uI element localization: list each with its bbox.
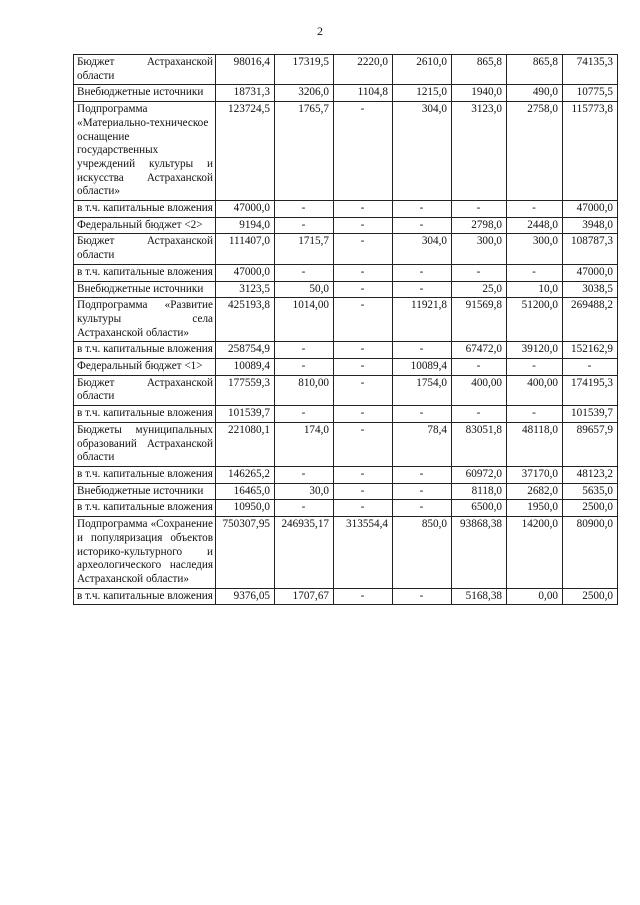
value-cell: 9194,0 xyxy=(216,217,275,234)
table-row xyxy=(74,342,618,359)
value-cell: 246935,17 xyxy=(275,517,334,589)
value-cell: - xyxy=(563,359,618,376)
table-row xyxy=(74,102,618,201)
value-cell: 50,0 xyxy=(275,281,334,298)
value-cell: - xyxy=(393,466,452,483)
value-cell: 2682,0 xyxy=(507,483,563,500)
table-row xyxy=(74,298,618,342)
value-cell: 865,8 xyxy=(507,55,563,85)
value-cell: 221080,1 xyxy=(216,422,275,466)
value-cell: 1765,7 xyxy=(275,102,334,201)
value-cell: - xyxy=(334,422,393,466)
value-cell: 174195,3 xyxy=(563,375,618,405)
value-cell: 3206,0 xyxy=(275,85,334,102)
value-cell: - xyxy=(334,217,393,234)
value-cell: 2220,0 xyxy=(334,55,393,85)
value-cell: 47000,0 xyxy=(563,264,618,281)
value-cell: - xyxy=(507,359,563,376)
row-label-cell: в т.ч. капитальные вложения xyxy=(74,406,216,423)
table-row xyxy=(74,517,618,589)
value-cell: - xyxy=(275,500,334,517)
value-cell: - xyxy=(334,234,393,264)
value-cell: 2798,0 xyxy=(452,217,507,234)
value-cell: - xyxy=(507,264,563,281)
value-cell: 2610,0 xyxy=(393,55,452,85)
row-label-cell: в т.ч. капитальные вложения xyxy=(74,342,216,359)
value-cell: 0,00 xyxy=(507,588,563,605)
value-cell: - xyxy=(334,102,393,201)
table-row xyxy=(74,422,618,466)
value-cell: - xyxy=(393,406,452,423)
value-cell: - xyxy=(452,264,507,281)
row-label-cell: Подпрограмма «Материально-техническое оснащение государственных учреждений культуры и искусства Астраханской области» xyxy=(74,102,216,201)
value-cell: 30,0 xyxy=(275,483,334,500)
row-label-cell: Подпрограмма «Развитие культуры села Астраханской области» xyxy=(74,298,216,342)
table-row xyxy=(74,217,618,234)
value-cell: 865,8 xyxy=(452,55,507,85)
value-cell: - xyxy=(334,281,393,298)
value-cell: 10089,4 xyxy=(393,359,452,376)
value-cell: 1715,7 xyxy=(275,234,334,264)
row-label-cell: в т.ч. капитальные вложения xyxy=(74,201,216,218)
value-cell: 2500,0 xyxy=(563,588,618,605)
value-cell: 115773,8 xyxy=(563,102,618,201)
row-label-cell: Внебюджетные источники xyxy=(74,85,216,102)
value-cell: 850,0 xyxy=(393,517,452,589)
value-cell: - xyxy=(393,217,452,234)
row-label-cell: Федеральный бюджет <1> xyxy=(74,359,216,376)
row-label-cell: в т.ч. капитальные вложения xyxy=(74,588,216,605)
value-cell: 51200,0 xyxy=(507,298,563,342)
value-cell: 91569,8 xyxy=(452,298,507,342)
value-cell: 313554,4 xyxy=(334,517,393,589)
value-cell: 810,00 xyxy=(275,375,334,405)
value-cell: 10950,0 xyxy=(216,500,275,517)
value-cell: - xyxy=(507,201,563,218)
value-cell: 2448,0 xyxy=(507,217,563,234)
value-cell: - xyxy=(334,500,393,517)
value-cell: 304,0 xyxy=(393,102,452,201)
table-row xyxy=(74,359,618,376)
value-cell: 80900,0 xyxy=(563,517,618,589)
value-cell: 300,0 xyxy=(507,234,563,264)
value-cell: 17319,5 xyxy=(275,55,334,85)
row-label-cell: Внебюджетные источники xyxy=(74,483,216,500)
value-cell: - xyxy=(393,483,452,500)
value-cell: - xyxy=(275,359,334,376)
table-row xyxy=(74,55,618,85)
value-cell: - xyxy=(334,359,393,376)
value-cell: 177559,3 xyxy=(216,375,275,405)
budget-table xyxy=(73,54,618,605)
value-cell: 25,0 xyxy=(452,281,507,298)
value-cell: 10775,5 xyxy=(563,85,618,102)
table-row xyxy=(74,588,618,605)
value-cell: 101539,7 xyxy=(216,406,275,423)
value-cell: 146265,2 xyxy=(216,466,275,483)
value-cell: - xyxy=(507,406,563,423)
value-cell: 1950,0 xyxy=(507,500,563,517)
page-number: 2 xyxy=(317,24,323,38)
value-cell: 108787,3 xyxy=(563,234,618,264)
value-cell: 258754,9 xyxy=(216,342,275,359)
value-cell: - xyxy=(393,281,452,298)
value-cell: - xyxy=(334,342,393,359)
value-cell: - xyxy=(452,359,507,376)
value-cell: 3948,0 xyxy=(563,217,618,234)
table-row xyxy=(74,466,618,483)
value-cell: 750307,95 xyxy=(216,517,275,589)
value-cell: 3123,0 xyxy=(452,102,507,201)
value-cell: - xyxy=(334,264,393,281)
value-cell: 47000,0 xyxy=(563,201,618,218)
value-cell: 93868,38 xyxy=(452,517,507,589)
table-row xyxy=(74,264,618,281)
value-cell: 101539,7 xyxy=(563,406,618,423)
value-cell: 8118,0 xyxy=(452,483,507,500)
value-cell: 10,0 xyxy=(507,281,563,298)
value-cell: - xyxy=(334,466,393,483)
row-label-cell: в т.ч. капитальные вложения xyxy=(74,466,216,483)
budget-table-body xyxy=(74,55,618,605)
value-cell: 11921,8 xyxy=(393,298,452,342)
value-cell: - xyxy=(334,406,393,423)
value-cell: 1014,00 xyxy=(275,298,334,342)
value-cell: 9376,05 xyxy=(216,588,275,605)
value-cell: 48123,2 xyxy=(563,466,618,483)
value-cell: 83051,8 xyxy=(452,422,507,466)
table-row xyxy=(74,234,618,264)
value-cell: 6500,0 xyxy=(452,500,507,517)
value-cell: 5168,38 xyxy=(452,588,507,605)
value-cell: 74135,3 xyxy=(563,55,618,85)
value-cell: 400,00 xyxy=(507,375,563,405)
row-label-cell: Внебюджетные источники xyxy=(74,281,216,298)
value-cell: - xyxy=(275,342,334,359)
value-cell: 3038,5 xyxy=(563,281,618,298)
value-cell: 98016,4 xyxy=(216,55,275,85)
row-label-cell: Подпрограмма «Сохранение и популяризация объектов историко-культурного и археологического наследия Астраханской области» xyxy=(74,517,216,589)
value-cell: 16465,0 xyxy=(216,483,275,500)
value-cell: 37170,0 xyxy=(507,466,563,483)
value-cell: 152162,9 xyxy=(563,342,618,359)
value-cell: 10089,4 xyxy=(216,359,275,376)
value-cell: 400,00 xyxy=(452,375,507,405)
value-cell: - xyxy=(452,201,507,218)
value-cell: 174,0 xyxy=(275,422,334,466)
value-cell: - xyxy=(275,406,334,423)
value-cell: - xyxy=(334,588,393,605)
value-cell: 60972,0 xyxy=(452,466,507,483)
value-cell: 1940,0 xyxy=(452,85,507,102)
value-cell: - xyxy=(393,201,452,218)
table-row xyxy=(74,85,618,102)
value-cell: 269488,2 xyxy=(563,298,618,342)
value-cell: 111407,0 xyxy=(216,234,275,264)
value-cell: - xyxy=(334,375,393,405)
value-cell: 2758,0 xyxy=(507,102,563,201)
row-label-cell: Федеральный бюджет <2> xyxy=(74,217,216,234)
value-cell: - xyxy=(334,483,393,500)
value-cell: - xyxy=(275,264,334,281)
value-cell: 48118,0 xyxy=(507,422,563,466)
value-cell: 304,0 xyxy=(393,234,452,264)
row-label-cell: Бюджет Астраханской области xyxy=(74,55,216,85)
value-cell: 67472,0 xyxy=(452,342,507,359)
value-cell: 300,0 xyxy=(452,234,507,264)
value-cell: 89657,9 xyxy=(563,422,618,466)
value-cell: 47000,0 xyxy=(216,264,275,281)
value-cell: - xyxy=(393,588,452,605)
value-cell: 1104,8 xyxy=(334,85,393,102)
value-cell: 47000,0 xyxy=(216,201,275,218)
value-cell: - xyxy=(393,500,452,517)
value-cell: - xyxy=(452,406,507,423)
value-cell: 14200,0 xyxy=(507,517,563,589)
value-cell: 425193,8 xyxy=(216,298,275,342)
value-cell: 78,4 xyxy=(393,422,452,466)
row-label-cell: Бюджет Астраханской области xyxy=(74,375,216,405)
value-cell: 2500,0 xyxy=(563,500,618,517)
value-cell: 1707,67 xyxy=(275,588,334,605)
table-row xyxy=(74,406,618,423)
row-label-cell: в т.ч. капитальные вложения xyxy=(74,500,216,517)
value-cell: - xyxy=(275,201,334,218)
table-row xyxy=(74,500,618,517)
row-label-cell: Бюджет Астраханской области xyxy=(74,234,216,264)
value-cell: - xyxy=(275,466,334,483)
value-cell: - xyxy=(275,217,334,234)
value-cell: - xyxy=(393,342,452,359)
value-cell: 490,0 xyxy=(507,85,563,102)
value-cell: 18731,3 xyxy=(216,85,275,102)
value-cell: - xyxy=(334,201,393,218)
value-cell: 1215,0 xyxy=(393,85,452,102)
value-cell: 123724,5 xyxy=(216,102,275,201)
table-row xyxy=(74,201,618,218)
value-cell: 1754,0 xyxy=(393,375,452,405)
table-row xyxy=(74,483,618,500)
value-cell: - xyxy=(393,264,452,281)
table-row xyxy=(74,375,618,405)
row-label-cell: в т.ч. капитальные вложения xyxy=(74,264,216,281)
row-label-cell: Бюджеты муниципальных образований Астраханской области xyxy=(74,422,216,466)
value-cell: - xyxy=(334,298,393,342)
value-cell: 3123,5 xyxy=(216,281,275,298)
value-cell: 5635,0 xyxy=(563,483,618,500)
table-row xyxy=(74,281,618,298)
value-cell: 39120,0 xyxy=(507,342,563,359)
